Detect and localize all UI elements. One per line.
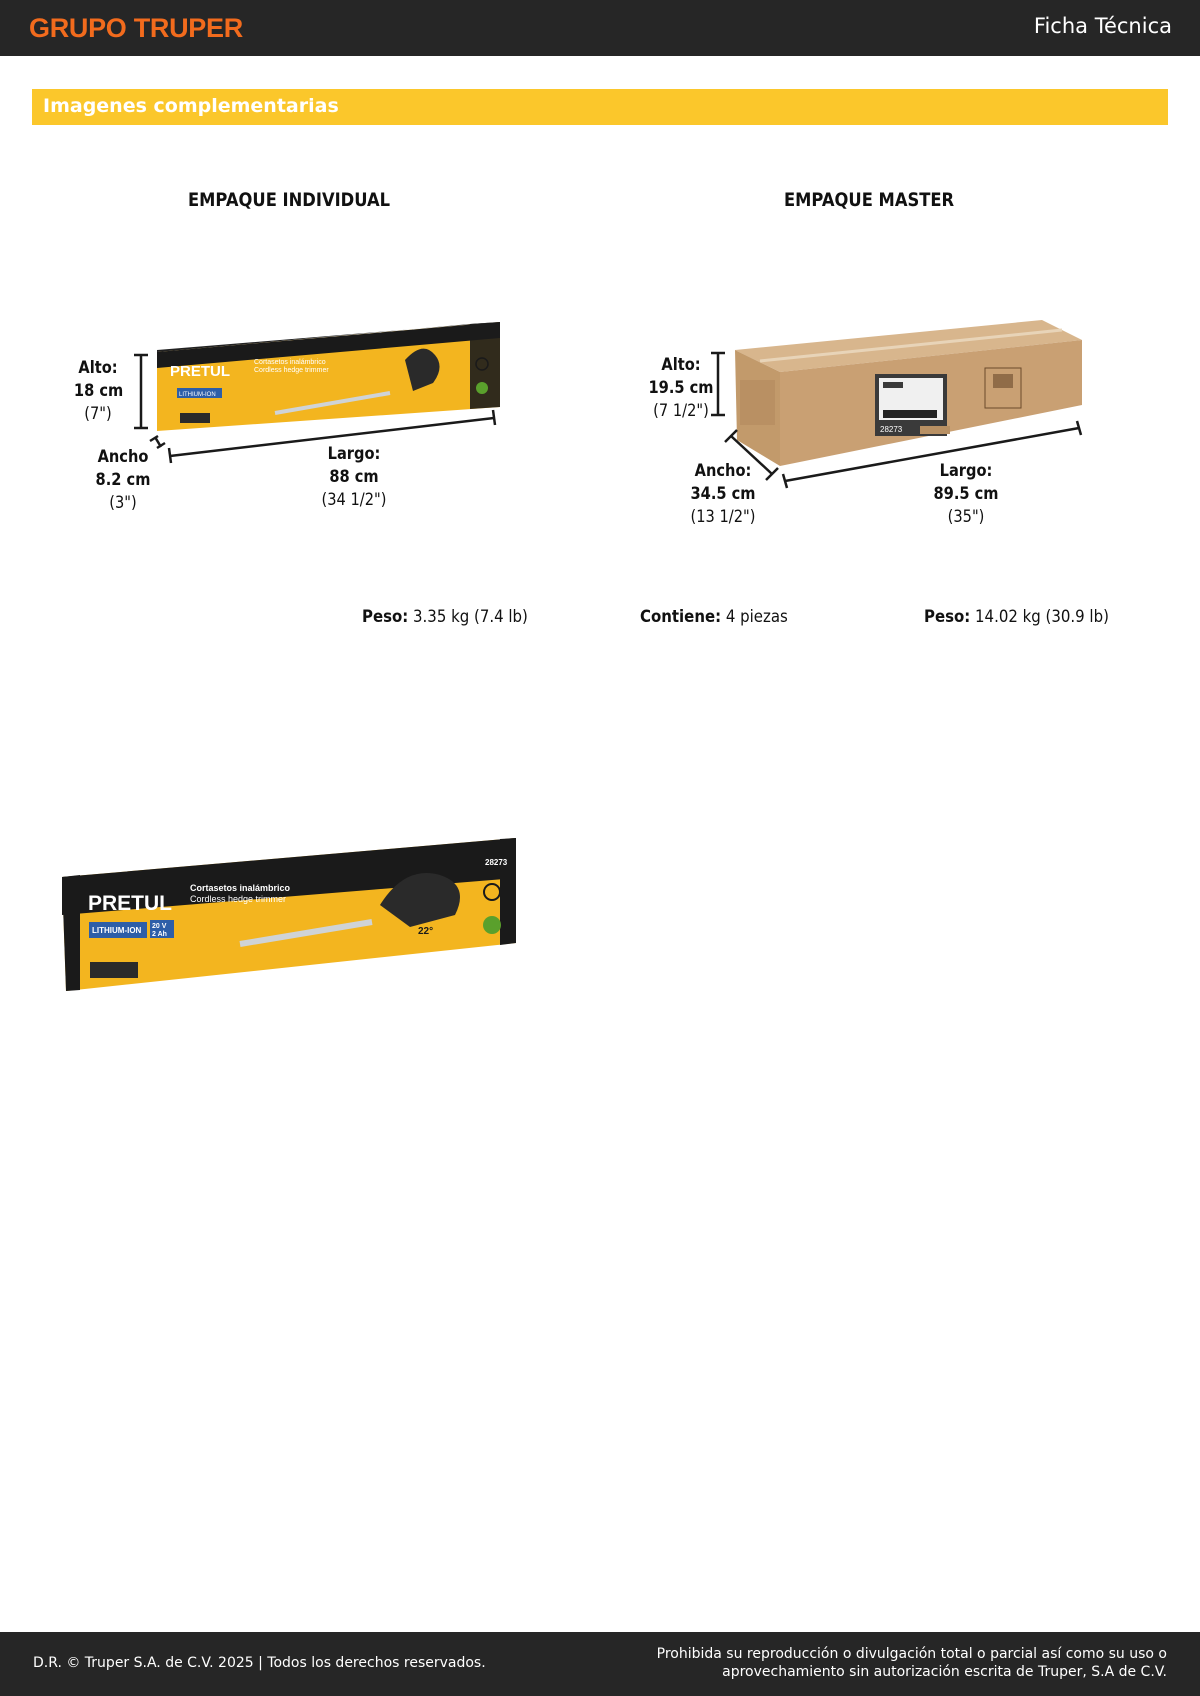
product-box-angle: 22° xyxy=(418,926,434,937)
master-peso xyxy=(924,607,1109,627)
individual-alto xyxy=(74,357,122,426)
product-box-battery: LITHIUM-ION xyxy=(92,926,142,935)
master-ancho-value: 34.5 cm xyxy=(690,484,756,504)
individual-box-name-es: Cortasetos inalámbrico xyxy=(254,359,326,366)
master-contiene-value: 4 piezas xyxy=(721,607,788,627)
individual-largo-label: Largo: xyxy=(327,444,381,464)
master-alto-value: 19.5 cm xyxy=(648,378,714,398)
master-alto-imperial: (7 1/2") xyxy=(653,401,709,421)
individual-peso xyxy=(362,607,528,627)
master-largo-label: Largo: xyxy=(939,461,993,481)
legal-notice: Prohibida su reproducción o divulgación total o parcial así como su uso o aprovechamiento sin autorización escrita de Truper, S.A de C.V. xyxy=(656,1646,1167,1680)
master-package-title: EMPAQUE MASTER xyxy=(784,189,955,211)
product-box-name-en: Cordless hedge trimmer xyxy=(190,894,287,904)
master-peso-value: 14.02 kg (30.9 lb) xyxy=(970,607,1109,627)
individual-ancho-label: Ancho xyxy=(97,447,149,467)
individual-box-brand: PRETUL xyxy=(170,363,230,380)
individual-box-name-en: Cordless hedge trimmer xyxy=(254,367,329,374)
product-box-image xyxy=(62,838,516,991)
master-peso-label: Peso: xyxy=(924,607,971,627)
product-box-name-es: Cortasetos inalámbrico xyxy=(190,883,291,893)
individual-alto-imperial: (7") xyxy=(84,404,112,424)
individual-box-image xyxy=(157,322,500,431)
individual-largo-value: 88 cm xyxy=(329,467,379,487)
master-ancho-imperial: (13 1/2") xyxy=(690,507,756,527)
master-contiene-label: Contiene: xyxy=(640,607,722,627)
grupo-truper-logo: GRUPO TRUPER xyxy=(29,13,243,43)
individual-ancho-value: 8.2 cm xyxy=(95,470,151,490)
master-largo xyxy=(923,460,1009,529)
master-largo-imperial: (35") xyxy=(947,507,985,527)
individual-box-battery: LITHIUM-ION xyxy=(179,392,216,398)
master-contiene xyxy=(640,607,788,627)
master-box-image xyxy=(735,320,1082,466)
master-ancho-label: Ancho: xyxy=(694,461,752,481)
individual-peso-value: 3.35 kg (7.4 lb) xyxy=(408,607,528,627)
individual-package-title: EMPAQUE INDIVIDUAL xyxy=(188,189,391,211)
product-box-code: 28273 xyxy=(485,858,508,867)
page-title: Ficha Técnica xyxy=(1033,14,1172,38)
product-box-capacity: 2 Ah xyxy=(152,931,167,938)
individual-ancho-imperial: (3") xyxy=(109,493,137,513)
master-alto xyxy=(647,354,716,423)
master-alto-label: Alto: xyxy=(661,355,701,375)
individual-ancho xyxy=(89,446,156,515)
master-largo-value: 89.5 cm xyxy=(933,484,999,504)
master-ancho xyxy=(680,460,766,529)
product-box-brand: PRETUL xyxy=(88,892,172,915)
product-box-voltage: 20 V xyxy=(152,923,167,930)
master-box-code: 28273 xyxy=(880,425,903,434)
individual-largo-imperial: (34 1/2") xyxy=(321,490,387,510)
individual-alto-value: 18 cm xyxy=(73,381,124,401)
copyright-text: D.R. © Truper S.A. de C.V. 2025 | Todos los derechos reservados. xyxy=(33,1655,486,1671)
section-title: Imagenes complementarias xyxy=(43,95,339,117)
individual-alto-label: Alto: xyxy=(78,358,118,378)
individual-peso-label: Peso: xyxy=(362,607,409,627)
footer-bar xyxy=(0,1632,1200,1696)
individual-largo xyxy=(311,443,397,512)
